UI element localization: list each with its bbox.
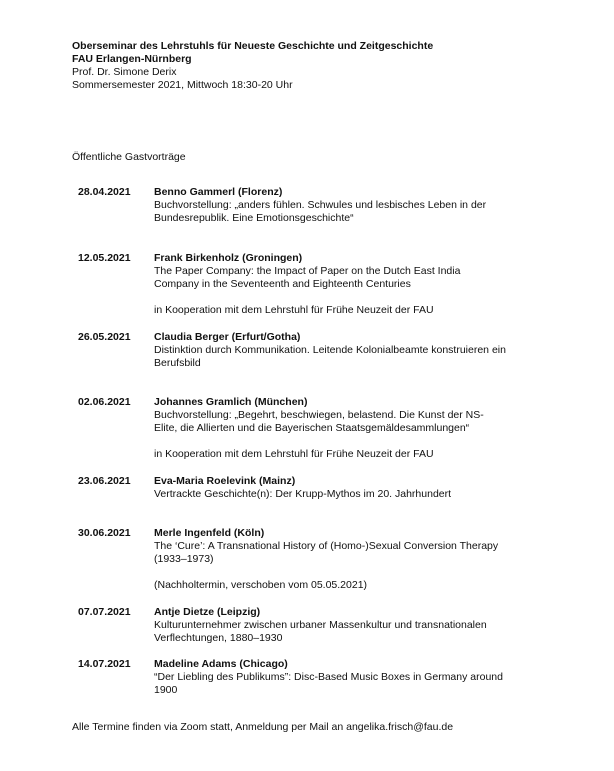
lecture-details bbox=[154, 475, 544, 501]
lecture-details bbox=[154, 252, 544, 317]
lecture-note: in Kooperation mit dem Lehrstuhl für Frühe Neuzeit der FAU bbox=[154, 304, 434, 316]
lecture-date: 02.06.2021 bbox=[78, 396, 131, 408]
lecture-details bbox=[154, 658, 544, 697]
lecture-speaker: Johannes Gramlich (München) bbox=[154, 396, 308, 408]
lecture-speaker: Frank Birkenholz (Groningen) bbox=[154, 252, 303, 264]
lecture-date: 26.05.2021 bbox=[78, 331, 131, 343]
semester-schedule: Sommersemester 2021, Mittwoch 18:30-20 Uhr bbox=[72, 79, 293, 91]
lecture-title-line: (1933–1973) bbox=[154, 553, 214, 565]
lecture-title-line: Berufsbild bbox=[154, 357, 201, 369]
university-name: FAU Erlangen-Nürnberg bbox=[72, 53, 192, 65]
lecture-note: (Nachholtermin, verschoben vom 05.05.2021) bbox=[154, 579, 368, 591]
lecture-date: 12.05.2021 bbox=[78, 252, 131, 264]
lecture-date: 07.07.2021 bbox=[78, 606, 131, 618]
lecture-title-line: The Paper Company: the Impact of Paper on the Dutch East India bbox=[154, 265, 461, 277]
footer-note: Alle Termine finden via Zoom statt, Anmeldung per Mail an angelika.frisch@fau.de bbox=[72, 721, 454, 733]
lecture-date: 30.06.2021 bbox=[78, 527, 131, 539]
section-title: Öffentliche Gastvorträge bbox=[72, 151, 186, 163]
lecture-speaker: Merle Ingenfeld (Köln) bbox=[154, 527, 265, 539]
lecture-speaker: Madeline Adams (Chicago) bbox=[154, 658, 288, 670]
lecture-title-line: Company in the Seventeenth and Eighteenth Centuries bbox=[154, 278, 411, 290]
lecture-title-line: Distinktion durch Kommunikation. Leitende Kolonialbeamte konstruieren ein bbox=[154, 344, 506, 356]
lecture-title-line: Vertrackte Geschichte(n): Der Krupp-Mythos im 20. Jahrhundert bbox=[154, 488, 452, 500]
lecture-title-line: Bundesrepublik. Eine Emotionsgeschichte“ bbox=[154, 212, 354, 224]
lecture-details bbox=[154, 331, 544, 370]
lecture-speaker: Antje Dietze (Leipzig) bbox=[154, 606, 261, 618]
lecture-title-line: Kulturunternehmer zwischen urbaner Massenkultur und transnationalen bbox=[154, 619, 487, 631]
professor-name: Prof. Dr. Simone Derix bbox=[72, 66, 177, 78]
lecture-details bbox=[154, 396, 544, 461]
lecture-speaker: Eva-Maria Roelevink (Mainz) bbox=[154, 475, 296, 487]
lecture-title-line: “Der Liebling des Publikums”: Disc-Based Music Boxes in Germany around bbox=[154, 671, 503, 683]
lecture-title-line: Buchvorstellung: „Begehrt, beschwiegen, belastend. Die Kunst der NS- bbox=[154, 409, 484, 421]
lecture-details bbox=[154, 606, 544, 645]
lecture-date: 23.06.2021 bbox=[78, 475, 131, 487]
lecture-date: 28.04.2021 bbox=[78, 186, 131, 198]
lecture-note: in Kooperation mit dem Lehrstuhl für Frühe Neuzeit der FAU bbox=[154, 448, 434, 460]
lecture-details bbox=[154, 527, 544, 592]
lecture-title-line: Verflechtungen, 1880–1930 bbox=[154, 632, 283, 644]
lecture-date: 14.07.2021 bbox=[78, 658, 131, 670]
lecture-title-line: The ‘Cure’: A Transnational History of (Homo-)Sexual Conversion Therapy bbox=[154, 540, 499, 552]
lecture-speaker: Benno Gammerl (Florenz) bbox=[154, 186, 283, 198]
lecture-title-line: Elite, die Allierten und die Bayerischen Staatsgemäldesammlungen“ bbox=[154, 422, 470, 434]
lecture-speaker: Claudia Berger (Erfurt/Gotha) bbox=[154, 331, 301, 343]
lecture-title-line: Buchvorstellung: „anders fühlen. Schwules und lesbisches Leben in der bbox=[154, 199, 487, 211]
document-header bbox=[72, 40, 433, 92]
seminar-title: Oberseminar des Lehrstuhls für Neueste Geschichte und Zeitgeschichte bbox=[72, 40, 434, 52]
lecture-title-line: 1900 bbox=[154, 684, 178, 696]
lecture-details bbox=[154, 186, 544, 225]
